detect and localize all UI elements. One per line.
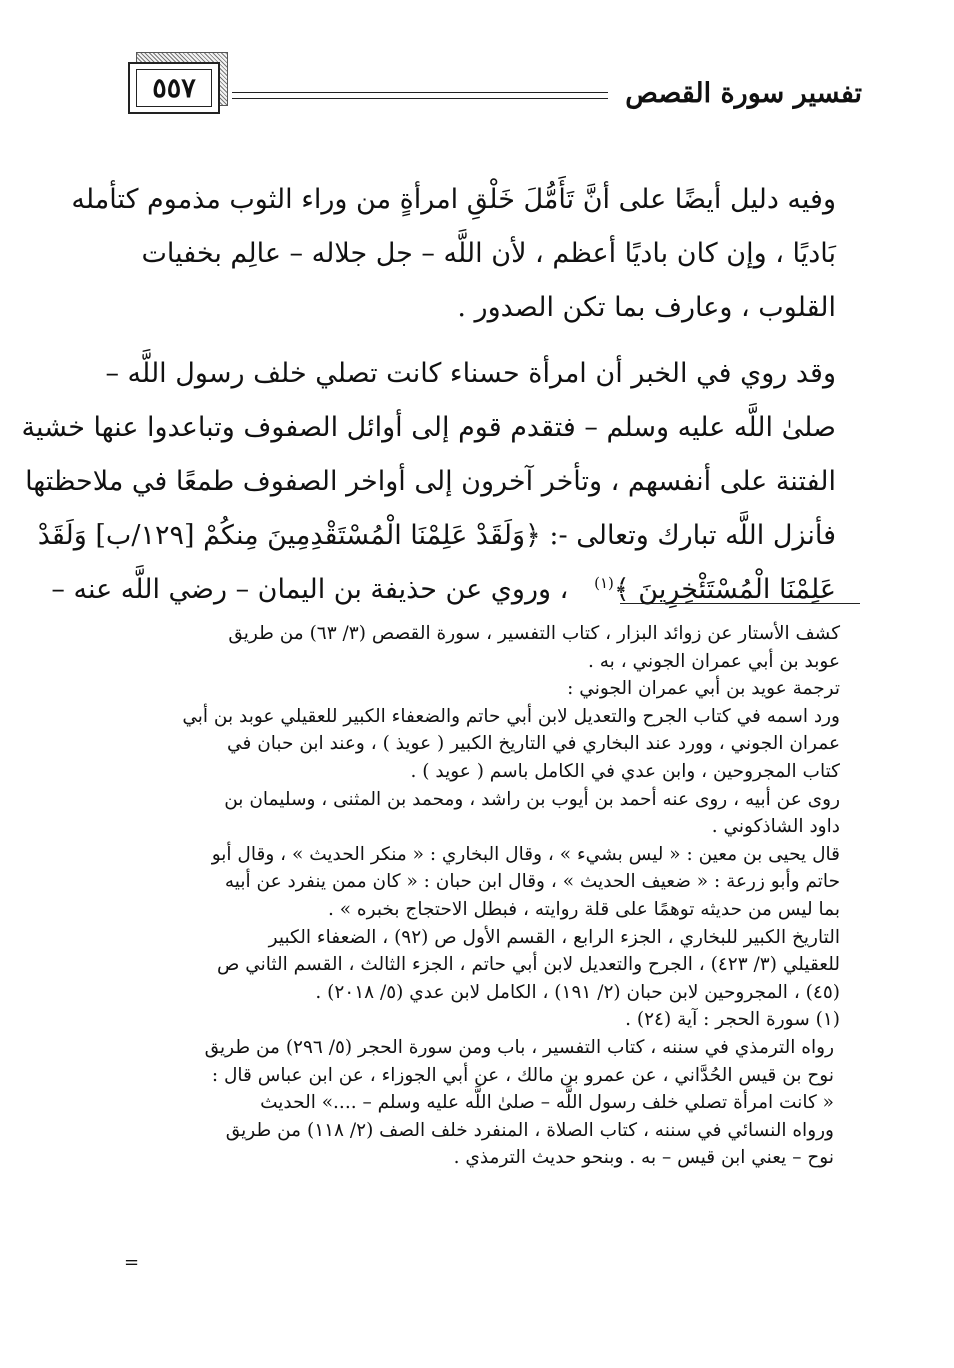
footnote-line: ترجمة عويد بن أبي عمران الجوني : bbox=[567, 678, 840, 700]
footnote-line: ورد اسمه في كتاب الجرح والتعديل لابن أبي حاتم والضعفاء الكبير للعقيلي عوبد بن أبي bbox=[182, 705, 840, 727]
page-number-box bbox=[128, 62, 220, 114]
footnote-line: « كانت امرأة تصلي خلف رسول اللَّه – صلىٰ اللَّه عليه وسلم – ....» الحديث bbox=[260, 1092, 834, 1114]
body-paragraph-1 bbox=[71, 173, 836, 335]
page-number: ٥٥٧ bbox=[152, 72, 196, 104]
footnotes bbox=[118, 620, 840, 1172]
body-line: فأنزل اللَّه تبارك وتعالى -: ﴿وَلَقَدْ عَلِمْنَا الْمُسْتَقْدِمِينَ مِنكُمْ [١٢٩/ب] وَلَقَدْ bbox=[37, 520, 836, 551]
body-line: صلىٰ اللَّه عليه وسلم – فتقدم قوم إلى أوائل الصفوف وتباعدوا عنها خشية bbox=[21, 412, 836, 443]
footnote-line: حاتم وأبو زرعة : « ضعيف الحديث » ، وقال ابن حبان : « كان ممن ينفرد عن أبيه bbox=[224, 871, 840, 893]
footnote-line: كتاب المجروحين ، وابن عدي في الكامل باسم ( عويد ) . bbox=[410, 760, 840, 782]
body-line: بَاديًا ، وإن كان باديًا أعظم ، لأن اللَّه – جل جلاله – عالِم بخفيات bbox=[141, 238, 836, 269]
page-number-box-inner bbox=[136, 69, 212, 107]
footnote-line: قال يحيى بن معين : « ليس بشيء » ، وقال البخاري : « منكر الحديث » ، وقال أبو bbox=[211, 843, 840, 865]
footnote-line: داود الشاذكوني . bbox=[711, 816, 840, 838]
body-line: الفتنة على أنفسهم ، وتأخر آخرون إلى أواخر الصفوف طمعًا في ملاحظتها bbox=[25, 466, 836, 497]
footnote-heading: (١) سورة الحجر : آية (٢٤) . bbox=[625, 1009, 840, 1031]
footnote-line: رواه الترمذي في سننه ، كتاب التفسير ، باب ومن سورة الحجر (٥/ ٢٩٦) من طريق bbox=[204, 1036, 834, 1058]
footnote-line: للعقيلي (٣/ ٤٢٣) ، الجرح والتعديل لابن أبي حاتم ، الجزء الثالث ، القسم الثاني ص bbox=[216, 954, 840, 976]
running-title: تفسير سورة القصص bbox=[625, 78, 862, 109]
body-line-rest: ، وروي عن حذيفة بن اليمان – رضي اللَّه عنه – bbox=[51, 574, 569, 605]
footnote-line: كشف الأستار عن زوائد البزار ، كتاب التفسير ، سورة القصص (٣/ ٦٣) من طريق bbox=[228, 623, 840, 644]
footnote-line: ورواه النسائي في سننه ، كتاب الصلاة ، المنفرد خلف الصف (٢/ ١١٨) من طريق bbox=[225, 1119, 834, 1141]
footnote-separator bbox=[620, 603, 860, 604]
body-line: وقد روي في الخبر أن امرأة حسناء كانت تصلي خلف رسول اللَّه – bbox=[105, 358, 836, 389]
header-rule bbox=[232, 92, 608, 99]
footnote-line: بما ليس من حديثه توهمًا على قلة روايته ، فبطل الاحتجاج بخبره » . bbox=[327, 898, 840, 920]
footnote-line: (٤٥) ، المجروحين لابن حبان (٢/ ١٩١) ، الكامل لابن عدي (٥/ ٢٠١٨) . bbox=[315, 981, 840, 1003]
footnote-line: التاريخ الكبير للبخاري ، الجزء الرابع ، القسم الأول ص (٩٢) ، الضعفاء الكبير bbox=[268, 926, 840, 948]
body-line: القلوب ، وعارف بما تكن الصدور . bbox=[457, 292, 836, 323]
body-line-last bbox=[51, 563, 836, 617]
footnote-line: نوح – يعني ابن قيس – به . وبنحو حديث الترمذي . bbox=[453, 1147, 834, 1169]
body-line: وفيه دليل أيضًا على أنَّ تَأَمُّلَ خَلْقِ امرأةٍ من وراء الثوب مذموم كتأمله bbox=[71, 184, 836, 215]
footnote-reference: (١) bbox=[594, 574, 614, 592]
footnote-line: عوبد بن أبي عمران الجوني ، به . bbox=[588, 650, 840, 672]
footnote-line: نوح بن قيس الحُدَّاني ، عن عمرو بن مالك ، عن أبي الجوزاء ، عن ابن عباس قال : bbox=[211, 1064, 834, 1086]
footnote-line: روى عن أبيه ، روى عنه أحمد بن أيوب بن راشد ، ومحمد بن المثنى ، وسليمان بن bbox=[224, 788, 840, 810]
quran-verse-fragment: عَلِمْنَا الْمُسْتَئْخِرِينَ ﴾ bbox=[613, 574, 836, 605]
footnote-continuation-marker: = bbox=[124, 1252, 140, 1273]
footnote-line: عمران الجوني ، وورد عند البخاري في التاريخ الكبير ( عويذ ) ، وعند ابن حبان في bbox=[227, 733, 840, 755]
body-paragraph-2 bbox=[21, 347, 836, 617]
